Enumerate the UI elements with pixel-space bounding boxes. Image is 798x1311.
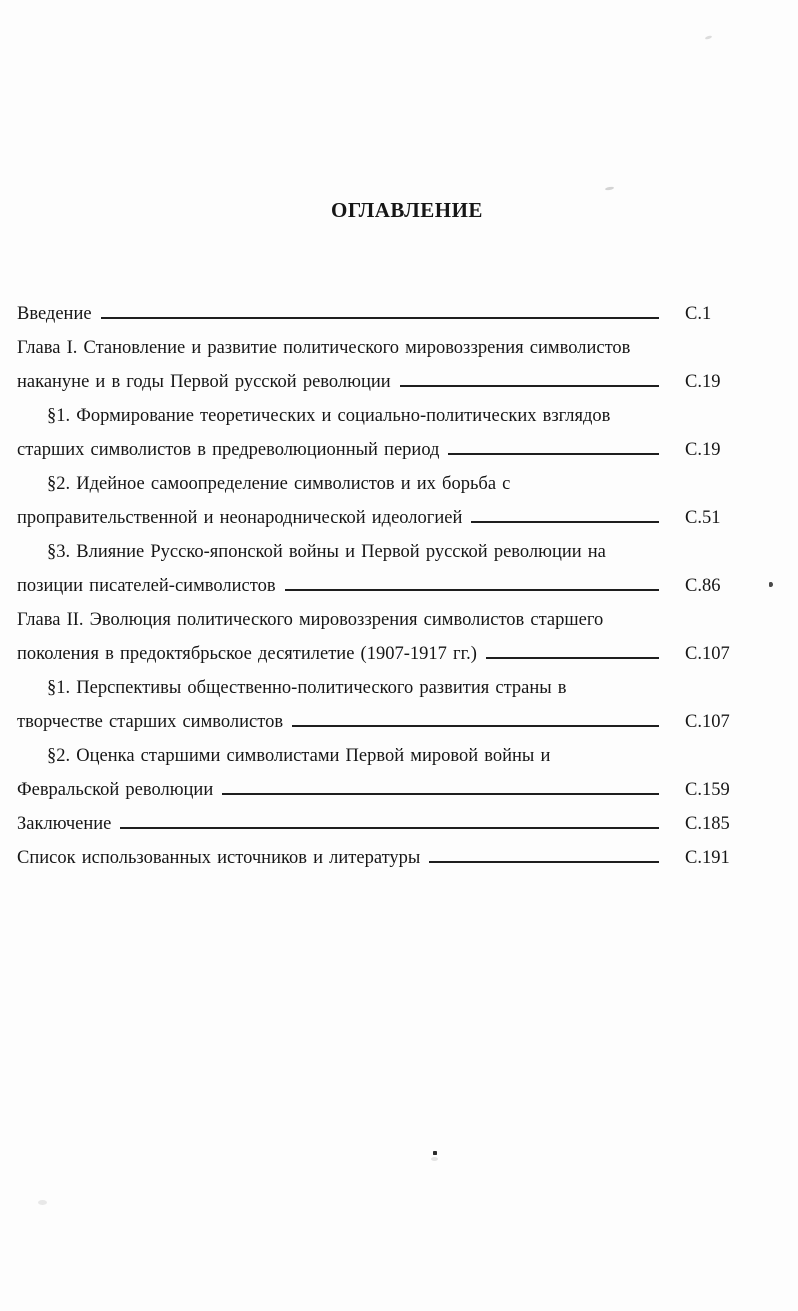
toc-entry-page: С.159: [685, 780, 730, 800]
leader-line: [486, 657, 659, 659]
toc-entry-text: Список использованных источников и литературы: [17, 848, 421, 868]
toc-entry-text: поколения в предоктябрьское десятилетие (1907-1917 гг.): [17, 644, 477, 664]
toc-entry: [17, 841, 747, 875]
leader-line: [101, 317, 659, 319]
toc-entry-page: С.19: [685, 440, 721, 460]
toc-entry-page: С.185: [685, 814, 730, 834]
toc-entry-page: С.107: [685, 644, 730, 664]
leader-line: [429, 861, 659, 863]
toc-entry-text: творчестве старших символистов: [17, 712, 284, 732]
toc-entry-page: С.86: [685, 576, 721, 596]
toc-entry: [17, 297, 747, 331]
toc-entry: [17, 705, 747, 739]
leader-line: [400, 385, 659, 387]
toc-entry-text: Введение: [17, 304, 92, 324]
toc-entry: [17, 399, 747, 433]
toc-entry: [17, 467, 747, 501]
toc-entry: [17, 535, 747, 569]
toc-entry: [17, 637, 747, 671]
toc-entry: [17, 671, 747, 705]
toc-entry-page: С.51: [685, 508, 721, 528]
toc-entry: [17, 331, 747, 365]
toc-entry-page: С.107: [685, 712, 730, 732]
toc-entry-page: С.19: [685, 372, 721, 392]
toc-entry: [17, 773, 747, 807]
toc-entry-page: С.1: [685, 304, 712, 324]
scan-speck: [605, 186, 614, 191]
toc-entry-text: §2. Оценка старшими символистами Первой мировой войны и: [47, 746, 551, 766]
leader-line: [448, 453, 659, 455]
toc-entry-text: проправительственной и неонароднической идеологией: [17, 508, 463, 528]
scan-speck: [433, 1151, 437, 1155]
scan-speck: [431, 1157, 438, 1161]
toc-entry-text: Глава I. Становление и развитие политического мировоззрения символистов: [17, 338, 631, 358]
toc-entry: [17, 433, 747, 467]
toc-entry-text: старших символистов в предреволюционный период: [17, 440, 440, 460]
leader-line: [292, 725, 659, 727]
toc-entry: [17, 807, 747, 841]
scan-speck: [38, 1200, 47, 1205]
scan-speck: [769, 582, 773, 587]
toc-entry: [17, 739, 747, 773]
leader-line: [285, 589, 659, 591]
scan-speck: [705, 35, 713, 40]
page-title: ОГЛАВЛЕНИЕ: [331, 198, 483, 223]
toc-entry: [17, 569, 747, 603]
toc-entry-text: §1. Перспективы общественно-политического развития страны в: [47, 678, 567, 698]
toc-entry-text: §3. Влияние Русско-японской войны и Первой русской революции на: [47, 542, 606, 562]
toc-entry-text: Заключение: [17, 814, 112, 834]
toc-entry: [17, 365, 747, 399]
toc-entry: [17, 603, 747, 637]
toc-entry-page: С.191: [685, 848, 730, 868]
leader-line: [120, 827, 659, 829]
toc-entry-text: накануне и в годы Первой русской революции: [17, 372, 391, 392]
toc-entry-text: Февральской революции: [17, 780, 214, 800]
toc-entry-text: Глава II. Эволюция политического мировоззрения символистов старшего: [17, 610, 604, 630]
toc-entry-text: позиции писателей-символистов: [17, 576, 276, 596]
toc-entry-text: §2. Идейное самоопределение символистов и их борьба с: [47, 474, 511, 494]
toc-entry: [17, 501, 747, 535]
toc-list: [17, 297, 747, 875]
leader-line: [222, 793, 659, 795]
leader-line: [471, 521, 659, 523]
toc-entry-text: §1. Формирование теоретических и социально-политических взглядов: [47, 406, 611, 426]
